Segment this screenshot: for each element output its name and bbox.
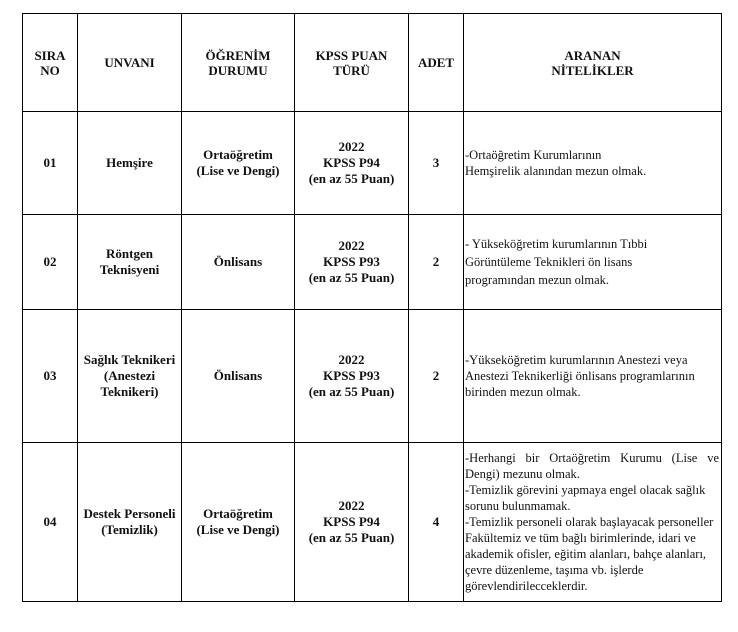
table-row xyxy=(23,215,722,310)
header-text: NO xyxy=(40,62,60,78)
requirement-text: -Temizlik görevini yapmaya engel olacak sağlık sorunu bulunmamak. xyxy=(465,483,706,513)
header-unvani xyxy=(78,14,182,112)
cell-adet: 2 xyxy=(409,215,464,310)
requirement-text: -Herhangi bir Ortaöğretim Kurumu (Lise ve Dengi) mezunu olmak. xyxy=(465,451,719,481)
cell-aranan-nitelikler xyxy=(464,215,722,310)
table-header-row xyxy=(23,14,722,112)
cell-sira-no: 01 xyxy=(23,112,78,215)
cell-text: Röntgen xyxy=(106,246,153,261)
cell-text: (Temizlik) xyxy=(101,522,158,537)
cell-adet: 2 xyxy=(409,310,464,443)
requirement-text: -Temizlik personeli olarak başlayacak personeller Fakültemiz ve tüm bağlı birimlerinde, idari ve akademik ofisler, eğitim alanları, bahçe alanları, çevre düzenleme, taşıma vb. işlerde görevlendirilecceklerdir. xyxy=(465,515,714,593)
header-text: TÜRÜ xyxy=(333,62,370,78)
table-row xyxy=(23,310,722,443)
header-kpss-puan-turu xyxy=(295,14,409,112)
cell-text: Teknisyeni xyxy=(99,262,160,277)
header-aranan-nitelikler xyxy=(464,14,722,112)
table-row xyxy=(23,112,722,215)
cell-text: 2022 xyxy=(338,238,365,253)
cell-text: Teknikeri) xyxy=(100,384,159,399)
header-text: UNVANI xyxy=(104,55,155,70)
requirement-text: - Yükseköğretim kurumlarının Tıbbi Görüntüleme Teknikleri ön lisans programından mezun olmak. xyxy=(465,237,648,287)
header-ogrenim-durumu xyxy=(182,14,295,112)
cell-text: 2022 xyxy=(338,498,365,513)
cell-text: (en az 55 Puan) xyxy=(308,530,395,545)
cell-kpss-puan-turu xyxy=(295,443,409,602)
header-text: ÖĞRENİM xyxy=(205,47,271,63)
cell-text: KPSS P94 xyxy=(323,514,380,529)
cell-unvani xyxy=(78,443,182,602)
cell-aranan-nitelikler xyxy=(464,310,722,443)
table-row xyxy=(23,443,722,602)
cell-text: Hemşire xyxy=(106,155,153,170)
header-text: NİTELİKLER xyxy=(551,62,634,78)
cell-text: Destek Personeli xyxy=(83,506,176,521)
cell-kpss-puan-turu xyxy=(295,112,409,215)
cell-text: (en az 55 Puan) xyxy=(308,270,395,285)
cell-sira-no: 03 xyxy=(23,310,78,443)
header-text: KPSS PUAN xyxy=(315,47,388,63)
header-adet xyxy=(409,14,464,112)
header-text: ARANAN xyxy=(564,47,621,63)
cell-adet: 3 xyxy=(409,112,464,215)
cell-text: (en az 55 Puan) xyxy=(308,171,395,186)
header-sira-no xyxy=(23,14,78,112)
cell-text: (Lise ve Dengi) xyxy=(196,163,280,178)
cell-adet: 4 xyxy=(409,443,464,602)
cell-ogrenim-durumu xyxy=(182,112,295,215)
cell-text: Ortaöğretim xyxy=(203,147,273,162)
cell-sira-no: 02 xyxy=(23,215,78,310)
cell-text: 2022 xyxy=(338,352,365,367)
cell-text: Önlisans xyxy=(213,254,263,269)
job-positions-table xyxy=(22,13,722,602)
cell-sira-no: 04 xyxy=(23,443,78,602)
cell-kpss-puan-turu xyxy=(295,310,409,443)
cell-text: 2022 xyxy=(338,139,365,154)
cell-text: (en az 55 Puan) xyxy=(308,384,395,399)
cell-ogrenim-durumu xyxy=(182,310,295,443)
cell-text: Önlisans xyxy=(213,368,263,383)
requirement-text: -Yükseköğretim kurumlarının Anestezi veya Anestezi Teknikerliği önlisans programlarının birinden mezun olmak. xyxy=(465,353,695,399)
cell-text: (Anestezi xyxy=(103,368,156,383)
cell-ogrenim-durumu xyxy=(182,215,295,310)
cell-text: (Lise ve Dengi) xyxy=(196,522,280,537)
header-text: ADET xyxy=(417,55,455,70)
cell-text: KPSS P93 xyxy=(323,368,380,383)
cell-text: KPSS P94 xyxy=(323,155,380,170)
cell-aranan-nitelikler xyxy=(464,112,722,215)
cell-kpss-puan-turu xyxy=(295,215,409,310)
cell-text: Ortaöğretim xyxy=(203,506,273,521)
header-text: DURUMU xyxy=(208,62,268,78)
cell-unvani xyxy=(78,112,182,215)
cell-text: KPSS P93 xyxy=(323,254,380,269)
cell-unvani xyxy=(78,215,182,310)
cell-aranan-nitelikler xyxy=(464,443,722,602)
cell-text: Sağlık Teknikeri xyxy=(83,352,176,367)
cell-ogrenim-durumu xyxy=(182,443,295,602)
cell-unvani xyxy=(78,310,182,443)
header-text: SIRA xyxy=(34,47,66,63)
requirement-text: -Ortaöğretim Kurumlarının Hemşirelik alanından mezun olmak. xyxy=(465,148,647,178)
